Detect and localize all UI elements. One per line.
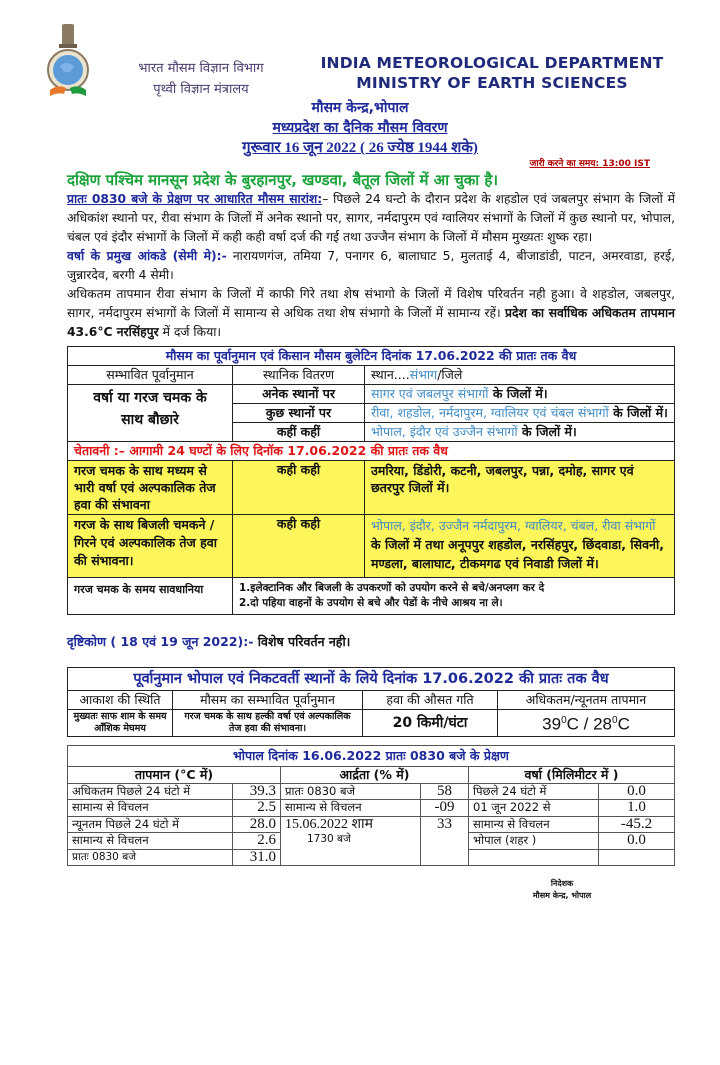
unit: C (566, 714, 579, 734)
rain-label: सामान्य से विचलन (469, 816, 599, 833)
rain-label: भोपाल (शहर ) (469, 833, 599, 850)
weather-summary (67, 190, 675, 247)
humidity-evening-date: 15.06.2022 शाम (285, 816, 374, 832)
places-suffix: के जिलों में। (608, 405, 668, 420)
humidity-label: प्रातः 0830 बजे (281, 783, 421, 800)
header-wind: हवा की औसत गति (363, 691, 498, 710)
signature-title: निदेशक (550, 879, 574, 888)
header-division: संभाग (409, 367, 438, 382)
header-district: /जिले (437, 367, 463, 382)
outlook-lead: दृष्टिकोण ( 18 एवं 19 जून 2022):- (67, 634, 254, 649)
temp-value: 39.3 (233, 783, 281, 800)
warning-places: उमरिया, डिंडोरी, कटनी, जबलपुर, पन्ना, दमोह, सागर एवं छतरपुर जिलों में। (365, 461, 675, 515)
forecast-table-title: मौसम का पूर्वानुमान एवं किसान मौसम बुलेटिन दिनांक 17.06.2022 की प्रातः तक वैध (68, 347, 675, 366)
precaution-item: 2.दो पहिया वाहनों के उपयोग से बचे और पेडों के नीचे आश्रय ना ले। (239, 597, 503, 609)
temp-label: सामान्य से विचलन (68, 833, 233, 850)
distribution-cell: अनेक स्थानों पर (233, 385, 365, 404)
hindi-org-line2: पृथ्वी विज्ञान मंत्रालय (153, 82, 249, 97)
precautions-label: गरज चमक के समय सावधानिया (68, 578, 233, 615)
distribution-cell: कहीं कहीं (233, 423, 365, 442)
unit: C (617, 714, 630, 734)
imd-emblem-icon (46, 22, 90, 98)
outlook (67, 633, 720, 651)
header-temperature: अधिकतम/न्यूनतम तापमान (498, 691, 675, 710)
humidity-label: सामान्य से विचलन (281, 800, 421, 817)
rain-value: -45.2 (599, 816, 675, 833)
rain-value-empty (599, 849, 675, 866)
places-suffix: के जिलों में। (488, 386, 548, 401)
warning-type: गरज चमक के साथ मध्यम से भारी वर्षा एवं अल्पकालिक तेज हवा की संभावना (68, 461, 233, 515)
temp-value: 28.0 (233, 816, 281, 833)
header-sky: आकाश की स्थिति (68, 691, 173, 710)
issue-time: जारी करने का समय: 13:00 IST (529, 159, 650, 169)
rain-label: पिछले 24 घंटो में (469, 783, 599, 800)
header-weather: मौसम का सम्भावित पूर्वानुमान (173, 691, 363, 710)
min-temp: 28 (593, 714, 612, 734)
rainfall-lead: वर्षा के प्रमुख आंकडे (सेमी मे):- (67, 249, 227, 263)
rain-value: 0.0 (599, 833, 675, 850)
temp-label: प्रातः 0830 बजे (68, 849, 233, 866)
warning-places (365, 515, 675, 578)
forecast-table (67, 346, 675, 615)
temp-value: 2.6 (233, 833, 281, 850)
header-temperature: तापमान (°C में) (68, 767, 281, 784)
places-divisions: भोपाल, इंदौर एवं उज्जैन संभागों (371, 424, 518, 439)
distribution-cell: कुछ स्थानों पर (233, 404, 365, 423)
english-org-line2: MINISTRY OF EARTH SCIENCES (356, 74, 628, 92)
monsoon-note: दक्षिण पश्चिम मानसून प्रदेश के बुरहानपुर, खण्डवा, बैतूल जिलों में आ चुका है। (67, 171, 499, 189)
humidity-value: 58 (421, 783, 469, 800)
rainfall-figures (67, 247, 675, 285)
warning-type: गरज के साथ बिजली चमकने / गिरने एवं अल्पकालिक तेज हवा की संभावना। (68, 515, 233, 578)
signature (517, 878, 607, 902)
forecast-type: वर्षा या गरज चमक के साथ बौछारे (68, 385, 233, 442)
header-rainfall: वर्षा (मिलिमीटर में ) (469, 767, 675, 784)
rain-value: 0.0 (599, 783, 675, 800)
header-places-label: स्थान.... (371, 367, 410, 382)
places-cell (365, 385, 675, 404)
places-cell (365, 423, 675, 442)
hindi-organization-name (126, 58, 276, 100)
warning-distribution: कही कही (233, 461, 365, 515)
temp-label: अधिकतम पिछले 24 घंटो में (68, 783, 233, 800)
warning-distribution: कही कही (233, 515, 365, 578)
places-divisions: रीवा, शहडोल, नर्मदापुरम, ग्वालियर एवं चंबल संभागों (371, 405, 609, 420)
humidity-value: -09 (421, 800, 469, 817)
precautions (233, 578, 675, 615)
rainfall-text: नारायणगंज, तमिया 7, पनागर 6, बालाघाट 5, मुलताई 4, बीजाडांडी, पाटन, अमरवाडा, हरई, जुन्नारदेव, बरगी 4 सेमी। (67, 249, 675, 282)
temperature-summary (67, 285, 675, 342)
places-suffix: के जिलों में। (517, 424, 577, 439)
temp-value: 2.5 (233, 800, 281, 817)
rain-label-empty (469, 849, 599, 866)
warning-divisions: भोपाल, इंदौर, उज्जैन नर्मदापुरम, ग्वालियर, चंबल, रीवा संभागों (371, 518, 656, 533)
max-temp: 39 (542, 714, 562, 734)
observations-title: भोपाल दिनांक 16.06.2022 प्रातः 0830 बजे के प्रेक्षण (68, 746, 675, 767)
header-distribution: स्थानिक वितरण (233, 366, 365, 385)
rain-value: 1.0 (599, 800, 675, 817)
report-date: गुरूवार 16 जून 2022 ( 26 ज्येष्ठ 1944 शके) (242, 140, 478, 156)
places-cell (365, 404, 675, 423)
places-divisions: सागर एवं जबलपुर संभागों (371, 386, 489, 401)
english-organization-name (312, 53, 672, 93)
report-title: मध्यप्रदेश का दैनिक मौसम विवरण (272, 120, 448, 136)
header-forecast: सम्भावित पूर्वानुमान (68, 366, 233, 385)
hindi-org-line1: भारत मौसम विज्ञान विभाग (138, 61, 264, 76)
temp-value: 31.0 (233, 849, 281, 866)
temperature-tail: में दर्ज किया। (158, 325, 222, 339)
outlook-text: विशेष परिवर्तन नही। (253, 634, 351, 649)
humidity-value: 33 (421, 816, 469, 866)
letterhead (0, 22, 720, 98)
warning-suffix: के जिलों में तथा अनूपपुर शहडोल, नरसिंहपुर, छिंदवाडा, सिवनी, मण्डला, बालाघाट, टीकमगढ एवं निवाडी जिलों में। (371, 537, 664, 571)
rain-label: 01 जून 2022 से (469, 800, 599, 817)
signature-office: मौसम केन्द्र, भोपाल (532, 891, 592, 900)
temperature-highlight: प्रदेश का सर्वाधिक अधिकतम तापमान 43.6°C नरसिंहपुर (67, 306, 675, 339)
degree-sign: 0 (612, 715, 618, 727)
max-min-temperature: $39^0C / 28^0C$ (498, 710, 675, 737)
temp-label: सामान्य से विचलन (68, 800, 233, 817)
bhopal-forecast-title: पूर्वानुमान भोपाल एवं निकटवर्ती स्थानों के लिये दिनांक 17.06.2022 की प्रातः तक वैध (68, 668, 675, 691)
sky-condition: मुख्यतः साफ शाम के समय आँशिक मेघमय (68, 710, 173, 737)
weather-forecast: गरज चमक के साथ हल्की वर्षा एवं अल्पकालिक तेज हवा की संभावना। (173, 710, 363, 737)
wind-speed: 20 किमी/घंटा (363, 710, 498, 737)
english-org-line1: INDIA METEOROLOGICAL DEPARTMENT (320, 54, 664, 72)
header-places (365, 366, 675, 385)
header-humidity: आर्द्रता (% में) (281, 767, 469, 784)
humidity-label (281, 816, 421, 866)
bhopal-forecast-table (67, 667, 675, 737)
temperature-text: अधिकतम तापमान रीवा संभाग के जिलों में काफी गिरे तथा शेष संभागो के जिलों में विशेष परिवर्तन नही हुआ। वे शहडोल, जबलपुर, सागर, नर्मदापुरम संभागों के जिलों में सामान्य से अधिक तथा शेष संभागो के जिलों में सामान्य रहें। (67, 287, 675, 320)
observations-table (67, 745, 675, 866)
summary-text: – पिछले 24 घन्टो के दौरान प्रदेश के शहडोल एवं जबलपुर संभाग के जिलों में अधिकांश स्थानो पर, रीवा संभाग के जिलों में अनेक स्थानो पर, सागर, नर्मदापुरम एवं ग्वालियर संभागों के जिलों में कुछ स्थानो पर, भोपाल, चंबल एवं इंदौर संभागों के जिलों में कही कही वर्षा दर्ज की गई तथा उज्जैन संभाग के जिलों में मौसम मुख्यतः शुष्क रहा। (67, 192, 675, 244)
warning-title: चेतावनी :– आगामी 24 घण्टों के लिए दिनॉक 17.06.2022 की प्रातः तक वैध (68, 442, 675, 461)
precaution-item: 1.इलेक्टानिक और बिजली के उपकरणों को उपयोग करने से बचे/अनप्लग कर दे (239, 582, 545, 594)
degree-sign: 0 (561, 715, 567, 727)
center-name: मौसम केन्द्र,भोपाल (311, 100, 409, 116)
summary-lead: प्रातः 0830 बजे के प्रेक्षण पर आधारित मौसम सारांश: (67, 192, 323, 206)
humidity-evening-time: 1730 बजे (307, 833, 351, 845)
temp-label: न्यूनतम पिछले 24 घंटो में (68, 816, 233, 833)
